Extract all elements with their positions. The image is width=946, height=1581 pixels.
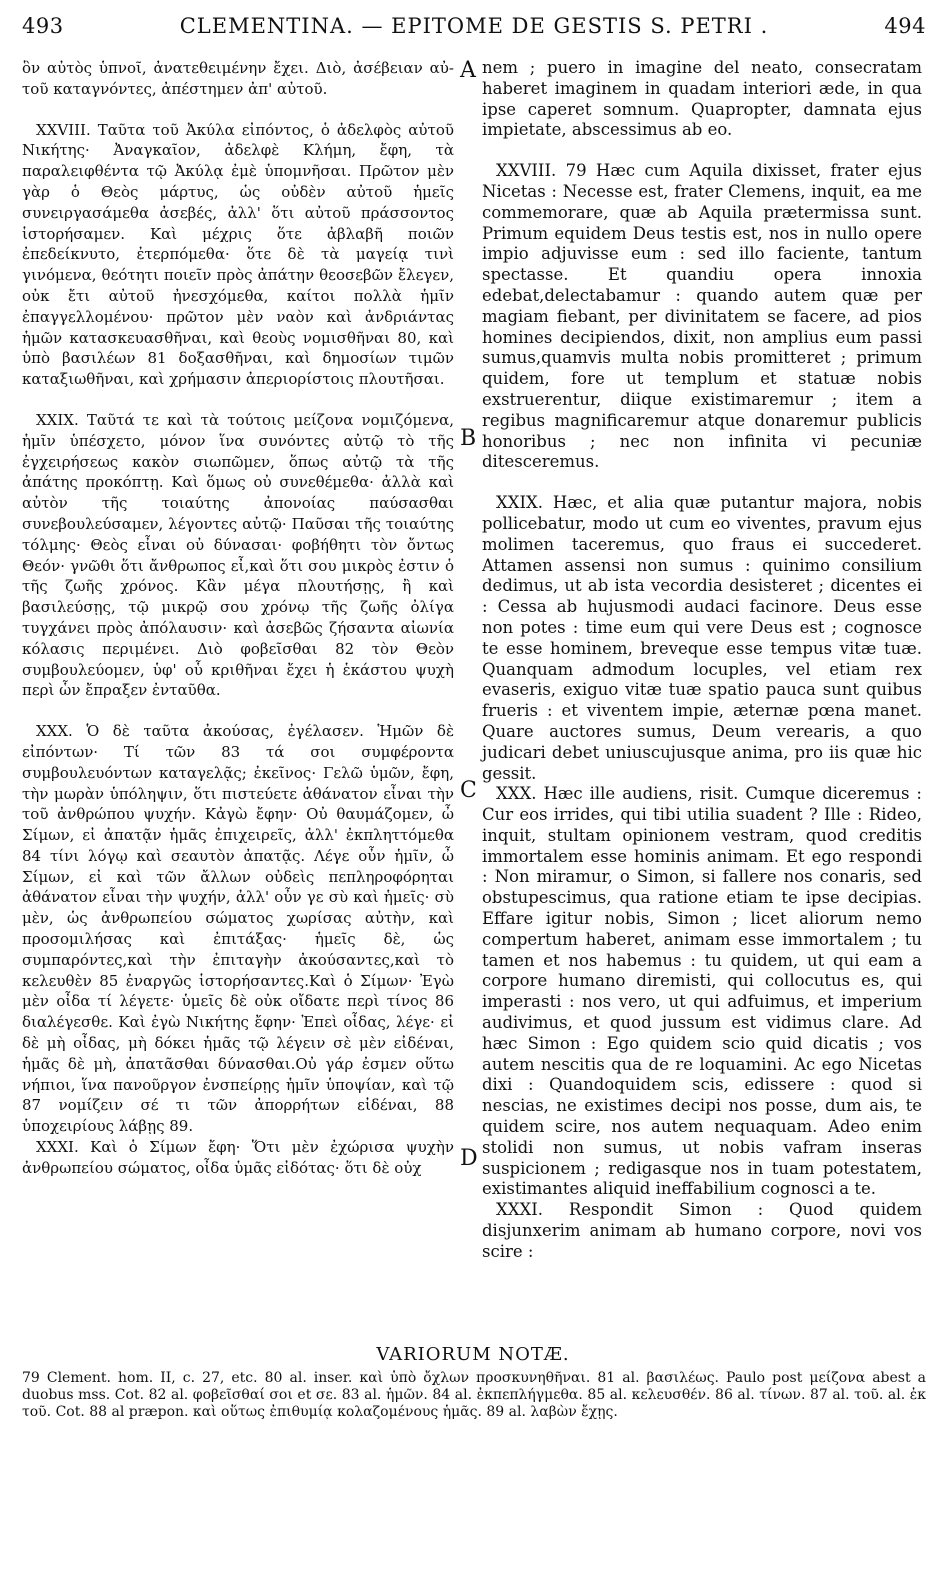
margin-letter-a: A xyxy=(460,58,476,83)
greek-paragraph-xxx: XXX. Ὁ δὲ ταῦτα ἀκούσας, ἐγέλασεν. Ἡμῶν δὲ εἰπόντων· Τί τῶν 83 τά σοι συμφέροντα συμβουλευόντων καταγελᾷς; ἐκεῖνος· Γελῶ ὑμῶν, ἔφη, τὴν μωρὰν ὑπόληψιν, ὅτι πιστεύετε ἀθάνατον εἶναι τὴν τοῦ ἀνθρώπου ψυχήν. Κἀγὼ ἔφην· Οὐ θαυμάζομεν, ὦ Σίμων, εἰ ἀπατᾷν ἡμᾶς ἐπιχειρεῖς, ἀλλ' ἐκπληττόμεθα 84 τίνι λόγῳ καὶ σεαυτὸν ἀπατᾷς. Λέγε οὖν ἡμῖν, ὦ Σίμων, εἰ καὶ τῶν ἄλλων οὐδεὶς πεπληροφόρηται ἀθάνατον εἶναι τὴν ψυχήν, ἀλλ' οὖν γε σὺ καὶ ἡμεῖς· σὺ μὲν, ὡς ἀνθρωπείου σώματος χωρίσας αὐτὴν, καὶ προσομιλήσας καὶ ἐπιτάξας· ἡμεῖς δὲ, ὡς συμπαρόντες,καὶ τὴν ἐπιταγὴν ἀκούσαντες,καὶ τὸ κελευθὲν 85 ἐναργῶς ἱστορήσαντες.Καὶ ὁ Σίμων· Ἐγὼ μὲν οἶδα τί λέγετε· ὑμεῖς δὲ οὐκ οἴδατε περὶ τίνος 86 διαλέγεσθε. Καὶ ἐγὼ Νικήτης ἔφην· Ἐπεὶ οἶδας, λέγε· εἰ δὲ μὴ οἶδας, μὴ δόκει ἡμᾶς τῷ λέγειν σὲ μὲν εἰδέναι, ἡμᾶς δὲ μὴ, ἀπατᾶσθαι δύνασθαι.Οὐ γάρ ἐσμεν οὕτω νήπιοι, ἵνα πανοῦργον ἐνσπείρῃς ἡμῖν ὑποψίαν, καὶ τῷ 87 νομίζειν σέ τι τῶν ἀπορρήτων εἰδέναι, 88 ὑποχειρίους λάβῃς 89. xyxy=(22,722,454,1136)
running-title: CLEMENTINA. — EPITOME DE GESTIS S. PETRI . xyxy=(179,14,769,38)
latin-paragraph-xxix: XXIX. Hæc, et alia quæ putantur majora, nobis pollicebatur, modo ut cum eo viventes, pravum ejus molimen taceremus, quo fraus ei succederet. Attamen assensi non sumus : quinimo consilium dedimus, ut ab ista vecordia desisteret ; dicentes ei : Cessa ab hujusmodi audaci facinore. Deus esse non potes : time eum qui vere Deus est ; cognosce te esse hominem, breveque esse tempus vitæ tuæ. Quanquam admodum locuples, vel etiam rex evaseris, exiguo vitæ tuæ spatio pauca sunt quibus frueris : et viventem impie, æternæ pœna manet. Quare auctores sumus, Deum verearis, a quo judicari debet uniuscujusque anima, pro iis quæ hic gessit. xyxy=(482,493,922,783)
page-header xyxy=(22,14,926,48)
margin-letter-c: C xyxy=(460,778,477,803)
latin-paragraph-continuation: nem ; puero in imagine del neato, consecratam haberet imaginem in quadam interiori æde, in qua ipse caperet somnum. Quapropter, damnata ejus impietate, abscessimus ab eo. xyxy=(482,58,922,140)
greek-paragraph-xxix: XXIX. Ταῦτά τε καὶ τὰ τούτοις μείζονα νομιζόμενα, ἡμῖν ὑπέσχετο, μόνον ἵνα συνόντες αὐτῷ τὸ τῆς ἐγχειρήσεως κακὸν σιωπῶμεν, ὅπως αὐτῷ τὰ τῆς ἀπάτης προκόπτῃ. Καὶ ὅμως οὐ συνεθέμεθα· ἀλλὰ καὶ αὐτὸν τῆς τοιαύτης ἀπονοίας παύσασθαι συνεβουλεύσαμεν, λέγοντες αὐτῷ· Παῦσαι τῆς τοιαύτης τόλμης· Θεὸς εἶναι οὐ δύνασαι· φοβήθητι τὸν ὄντως Θεόν· γνῶθι ὅτι ἄνθρωπος εἶ,καὶ ὅτι σου μικρὸς ἐστιν ὁ τῆς ζωῆς χρόνος. Κἂν μέγα πλουτήσῃς, ἢ καὶ βασιλεύσῃς, τῷ μικρῷ σου χρόνῳ τῆς ζωῆς ὀλίγα τυγχάνει πρὸς ἀπόλαυσιν· καὶ ἀσεβῶς ζήσαντα αἰωνία κόλασις περιμένει. Διὸ φοβεῖσθαι 82 τὸν Θεὸν συμβουλεύομεν, ὑφ' οὗ κριθῆναι ἔχει ἡ ἑκάστου ψυχὴ περὶ ὧν ἔπραξεν ἐνταῦθα. xyxy=(22,410,454,700)
latin-paragraph-xxviii: XXVIII. 79 Hæc cum Aquila dixisset, frater ejus Nicetas : Necesse est, frater Clemens, inquit, ea me commemorare, quæ ab Aquila prætermissa sunt. Primum equidem Deus testis est, nos in nullo opere impio adjuvisse eum : sed illo faciente, tantum spectasse. Et quandiu opera innoxia edebat,delectabamur : quando autem quæ per magiam fiebant, per divinitatem se facere, ad pios homines decipiendos, dixit, non amplius eum passi sumus,quamvis multa nobis promitteret ; primum quidem, fore ut templum et statuæ nobis exstruerentur, diique existimaremur ; item a regibus magnificaremur atque donaremur publicis honoribus ; nec non infinita vi pecuniæ ditesceremus. xyxy=(482,161,922,472)
latin-paragraph-xxx: XXX. Hæc ille audiens, risit. Cumque diceremus : Cur eos irrides, qui tibi utilia suadent ? Ille : Rideo, inquit, stultam opinionem vestram, quod creditis immortalem esse hominis animam. Et ego respondi : Non miramur, o Simon, si fallere nos conaris, sed obstupescimus, qua ratione etiam te ipse decipias. Effare igitur nobis, Simon ; licet aliorum nemo compertum haberet, animam esse immortalem ; tu tamen et nos habemus : tu quidem, ut qui eam a corpore humano diremisti, qui collocutus es, qui imperasti : nos vero, ut qui adfuimus, et imperium audivimus, et quod jussum est vidimus clare. Ad hæc Simon : Ego quidem scio quid dicatis ; vos autem nescitis qua de re loquamini. Ac ego Nicetas dixi : Quandoquidem scis, edissere : quod si nescias, ne existimes decipi nos posse, dum ais, te quidem scire, nos autem nequaquam. Adeo enim stolidi non sumus, ut nobis vafram inseras suspicionem ; redigasque nos in tuam potestatem, existimantes aliquid ineffabilium cognosci a te. xyxy=(482,784,922,1199)
margin-letter-b: B xyxy=(460,426,477,451)
variorum-notes: 79 Clement. hom. II, c. 27, etc. 80 al. inser. καὶ ὑπὸ ὄχλων προσκυνηθῆναι. 81 al. βασιλέως. Paulo post μείζονα abest a duobus mss. Cot. 82 al. φοβεῖσθαί σοι et σε. 83 al. ἡμῶν. 84 al. ἐκπεπλήγμεθα. 85 al. κελευσθέν. 86 al. τίνων. 87 al. τοῦ. al. ἐκ τοῦ. Cot. 88 al præpon. καὶ οὕτως ἐπιθυμίᾳ κολαζομένους ἡμᾶς. 89 al. λαβὼν ἔχῃς. xyxy=(22,1370,926,1420)
greek-paragraph-xxxi: XXXI. Καὶ ὁ Σίμων ἔφη· Ὅτι μὲν ἐχώρισα ψυχὴν ἀνθρωπείου σώματος, οἶδα ὑμᾶς εἰδότας· ὅτι δὲ οὐχ xyxy=(22,1138,454,1177)
margin-letter-d: D xyxy=(460,1146,478,1171)
latin-column xyxy=(482,58,922,1263)
greek-paragraph-continuation: ὃν αὐτὸς ὑπνοῖ, ἀνατεθειμένην ἔχει. Διὸ, ἀσέβειαν αὐ-τοῦ καταγνόντες, ἀπέστημεν ἀπ' αὐτοῦ. xyxy=(22,59,454,98)
page-number-right: 494 xyxy=(884,14,926,38)
notes-title: VARIORUM NOTÆ. xyxy=(376,1344,570,1365)
page-number-left: 493 xyxy=(22,14,64,38)
greek-paragraph-xxviii: XXVIII. Ταῦτα τοῦ Ἀκύλα εἰπόντος, ὁ ἀδελφὸς αὐτοῦ Νικήτης· Ἀναγκαῖον, ἀδελφὲ Κλήμη, ἔφη, τὰ παραλειφθέντα τῷ Ἀκύλᾳ ἐμὲ ὑπομνῆσαι. Πρῶτον μὲν γὰρ ὁ Θεὸς μάρτυς, ὡς οὐδὲν αὐτοῦ ἡμεῖς συνειργασάμεθα ἀσεβές, ἀλλ' ὅτι αὐτοῦ πράσσοντος ἱστορήσαμεν. Καὶ μέχρις ὅτε ἀβλαβῆ ποιῶν ἐπεδείκνυτο, ἐτερπόμεθα· ὅτε δὲ τὰ μαγείᾳ τινὶ γινόμενα, θεότητι ποιεῖν πρὸς ἀπάτην θεοσεβῶν ἔλεγεν, οὐκ ἔτι αὐτοῦ ἠνεσχόμεθα, καίτοι πολλὰ ἡμῖν ἐπαγγελλομένου· πρῶτον μὲν ναὸν καὶ ἀνδριάντας ἡμῶν κατασκευασθῆναι, καὶ θεοὺς νομισθῆναι 80, καὶ ὑπὸ βασιλέων 81 δοξασθῆναι, καὶ δημοσίων τιμῶν καταξιωθῆναι, καὶ χρήμασιν ἀπεριορίστοις πλουτῆσαι. xyxy=(22,120,454,389)
greek-column xyxy=(22,58,454,1179)
latin-paragraph-xxxi: XXXI. Respondit Simon : Quod quidem disjunxerim animam ab humano corpore, novi vos scire : xyxy=(482,1200,922,1261)
